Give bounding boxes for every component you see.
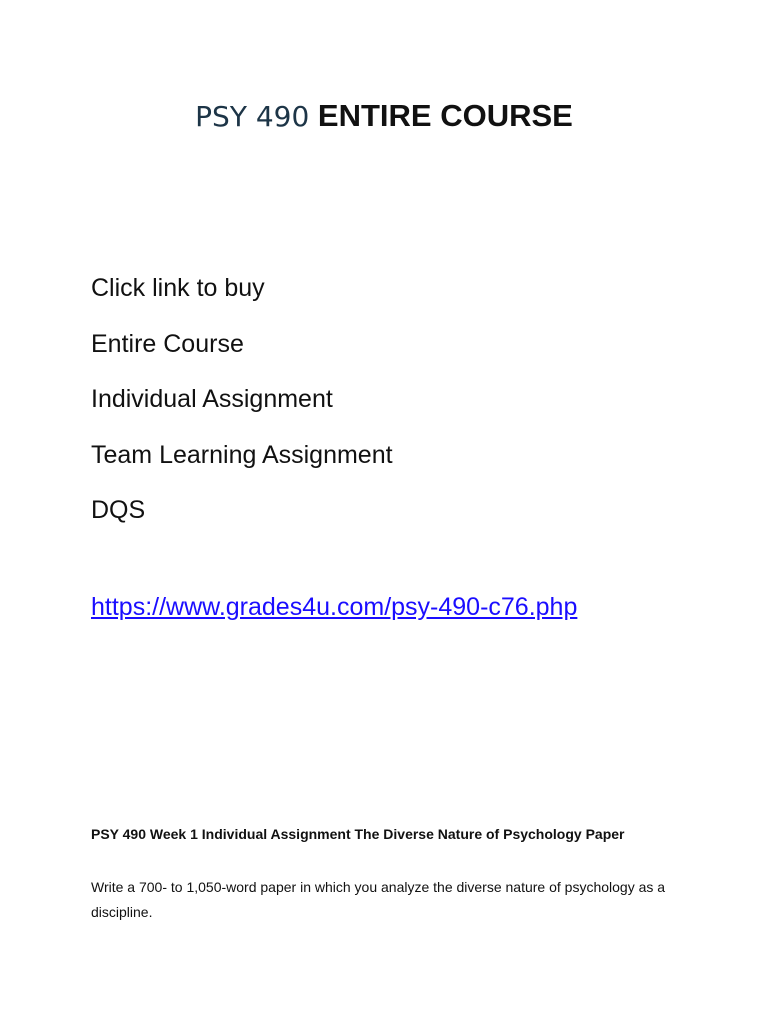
title-course-code: PSY 490 xyxy=(195,100,310,133)
course-contents-list xyxy=(91,268,393,546)
list-item-team-learning: Team Learning Assignment xyxy=(91,440,393,469)
purchase-link[interactable]: https://www.grades4u.com/psy-490-c76.php xyxy=(91,593,578,621)
section-heading: PSY 490 Week 1 Individual Assignment The Diverse Nature of Psychology Paper xyxy=(91,826,625,842)
list-item-click-link: Click link to buy xyxy=(91,274,265,302)
page-title xyxy=(0,94,768,139)
list-item-individual-assignment: Individual Assignment xyxy=(91,385,333,413)
list-item-dqs: DQS xyxy=(91,496,146,524)
list-item-entire-course: Entire Course xyxy=(91,329,244,358)
title-main-text: ENTIRE COURSE xyxy=(317,98,573,133)
section-body: Write a 700- to 1,050-word paper in which you analyze the diverse nature of psychology as a discipline. xyxy=(91,879,666,920)
